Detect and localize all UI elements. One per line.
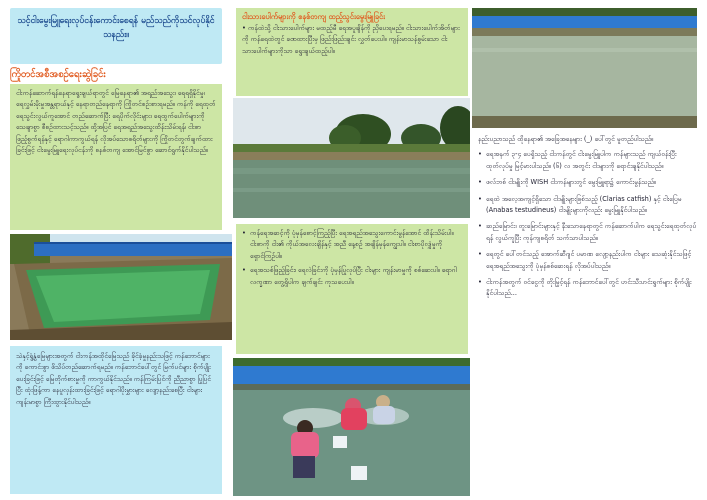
pond-photo-1 [10, 234, 232, 340]
stocking-box [236, 8, 468, 96]
tip-item: • ငါးကန်အတွက် ဝင်ငွေကို တိုးမြှင့်ရန် ကန်ဘောင်ပေါ်တွင် ဟင်းသီးဟင်းရွက်များ စိုက်ပျိုးနိုင်ပါသည်... [478, 277, 697, 300]
tip-item: • ဖလ်ဘစ် ငါးမျိုးကို WISH ငါးကန်များတွင် မွေးမြူရာ၌ ကောင်းမွန်သည်။ [478, 177, 697, 188]
tip-item: • ရေထဲ အလေ့အကျင့်ရှိသော ငါးမျိုးများဖြစ်သည့် (Clarias catfish) နှင့် ငါးပြေမ (Anabas testudineus) ငါးမျိုးများကိုလည်း မွေးမြူနိုင်ပါသည်။ [478, 194, 697, 217]
tip-item: • ရေတွင် ပေါ်တင်သည့် အောက်ဆီဂျင် ပမာဏ လျော့နည်းပါက ငါးများ သေဆုံးနိုင်သဖြင့် ရေအရည်အသွေးကို ပုံမှန်စစ်ဆေးရန် လိုအပ်ပါသည်။ [478, 249, 697, 272]
stocking-text: • ကန်ထဲသို့ ငါးသားပေါက်များ မထည့်မီ ရေအပူချိန်ကို ညှိပေးရမည်။ ငါးသားပေါက်အိတ်များကို ကန်ရေထဲတွင် ခဏထားပြီးမှ ဖြည်းဖြည်းချင်း လွှတ်ပေးပါ။ ကျန်းမာသန်စွမ်းသော ငါးသားပေါက်များကိုသာ ရွေးချယ်ထည့်ပါ။ [242, 24, 460, 55]
feeding-bullet: • ကန်ရေအဆင့်ကို ပုံမှန်စောင့်ကြည့်ပြီး ရေအရည်အသွေးကောင်းမွန်အောင် ထိန်းသိမ်းပါ။ ငါးစာကို ငါး၏ ကိုယ်အလေးချိန်နှင့် အညီ နေ့စဉ် အချိန်မှန်ကျွေးပါ။ ငါးစာပိုလျှံမှုကို ရှောင်ကြဉ်ပါ။ [242, 228, 462, 262]
feeding-box [236, 224, 468, 354]
pond-photo-3 [233, 358, 470, 496]
tip-item: • ရေအနက် ၃-၄ ပေရှိသည့် ငါးကန်တွင် ငါးမွေးမြူပါက ကန်များသည် ကျယ်ဝန်းပြီး ထုတ်လုပ်မှု မြင့်မားပါသည်။ (၆) လ အတွင်း ငါးများကို ရောင်းချနိုင်ပါသည်။ [478, 149, 697, 172]
pond-fence-image [10, 234, 232, 340]
fish-harvest-image [233, 358, 470, 496]
pond-trees-image [233, 98, 470, 218]
tips-box [476, 132, 699, 496]
intro-heading: ကြိုတင်အစီအစဉ်ရေးဆွဲခြင်း [10, 69, 106, 80]
title-box [10, 8, 222, 64]
tips-intro: နည်းပညာသည် ထိုနေရာ၏ အခြေအနေများ (_) ပေါ်တွင် မူတည်ပါသည်။ [478, 135, 654, 143]
pond-photo-2 [233, 98, 470, 218]
construction-note: သဲနှင့်ရွံ့နွံမြေများအတွက် ငါးကန်အထိုင်မြေသည် ခိုင်ခံ့မှုနည်းသဖြင့် ကန်ဘောင်များကို ကောင်းစွာ ဖိသိပ်တည်ဆောက်ရမည်။ ကန်ဘောင်ပေါ်တွင် မြက်ပင်များ စိုက်ပျိုးပေးခြင်းဖြင့် မြေတိုက်စားမှုကို ကာကွယ်နိုင်သည်။ ကန်ကြမ်းပြင်ကို ညီညာစွာ ပြုပြင်ပြီး ထုံးဖြန့်ကာ နေပူလှန်းထားခြင်းဖြင့် ရောဂါပိုးမွှားများ လျော့နည်းစေပြီး ငါးများ ကျန်းမာစွာ ကြီးထွားနိုင်ပါသည်။ [10, 346, 222, 494]
intro-text: ငါးကန်ဆောက်ရန်နေရာရွေးချယ်ရာတွင် မြေနေရာ၏ အရည်အသွေး၊ ရေရရှိနိုင်မှု၊ ရေလွှမ်းမိုးမှုအန္တရာယ်နှင့် နေရာတည်နေရာကို ကြိုတင်စဉ်းစားရမည်။ ကန်ကို ရေထုတ်ရေသွင်းလွယ်ကူအောင် တည်ဆောက်ပြီး ရေပိုက်လိုင်းများ၊ ရေထွက်ပေါက်များကို သေချာစွာ စီစဉ်ထားသင့်သည်။ ထို့အပြင် ရေအရည်အသွေးထိန်းသိမ်းရန်၊ ငါးစာဖြည့်စွက်ရန်နှင့် ရောဂါကာကွယ်ရန် လိုအပ်သောစရိတ်များကို ကြိုတင်တွက်ချက်ထားခြင်းဖြင့် ငါးမွေးမြူရေးလုပ်ငန်းကို စနစ်တကျ အောင်မြင်စွာ ဆောင်ရွက်နိုင်ပါသည်။ [10, 84, 222, 230]
pond-photo-4 [472, 8, 697, 128]
stocking-heading: ငါးသားပေါက်များကို စနစ်တကျ ထည့်သွင်းမွေးမြူခြင်း [242, 12, 385, 21]
pond-fence-2-image [472, 8, 697, 128]
tip-item: • ဆည်မြောင်း၊ တူးမြောင်းများနှင့် နီးသောနေရာတွင် ကန်ဆောက်ပါက ရေသွင်းရေထုတ်လုပ်ရန် လွယ်ကူပြီး ကုန်ကျစရိတ် သက်သာပါသည်။ [478, 221, 697, 244]
page-title: သင့်ငါးမွေးမြူရေးလုပ်ငန်းကောင်းစေရန် မည်သည်ကိုသင်လုပ်နိုင်သနည်း။ [17, 16, 215, 40]
feeding-bullet: • ရေအသစ်ဖြည့်ခြင်း၊ ရေလဲခြင်းကို ပုံမှန်ပြုလုပ်ပြီး ငါးများ ကျန်းမာမှုကို စစ်ဆေးပါ။ ရောဂါလက္ခဏာ တွေ့ရှိပါက ချက်ချင်း ကုသပေးပါ။ [242, 265, 462, 288]
